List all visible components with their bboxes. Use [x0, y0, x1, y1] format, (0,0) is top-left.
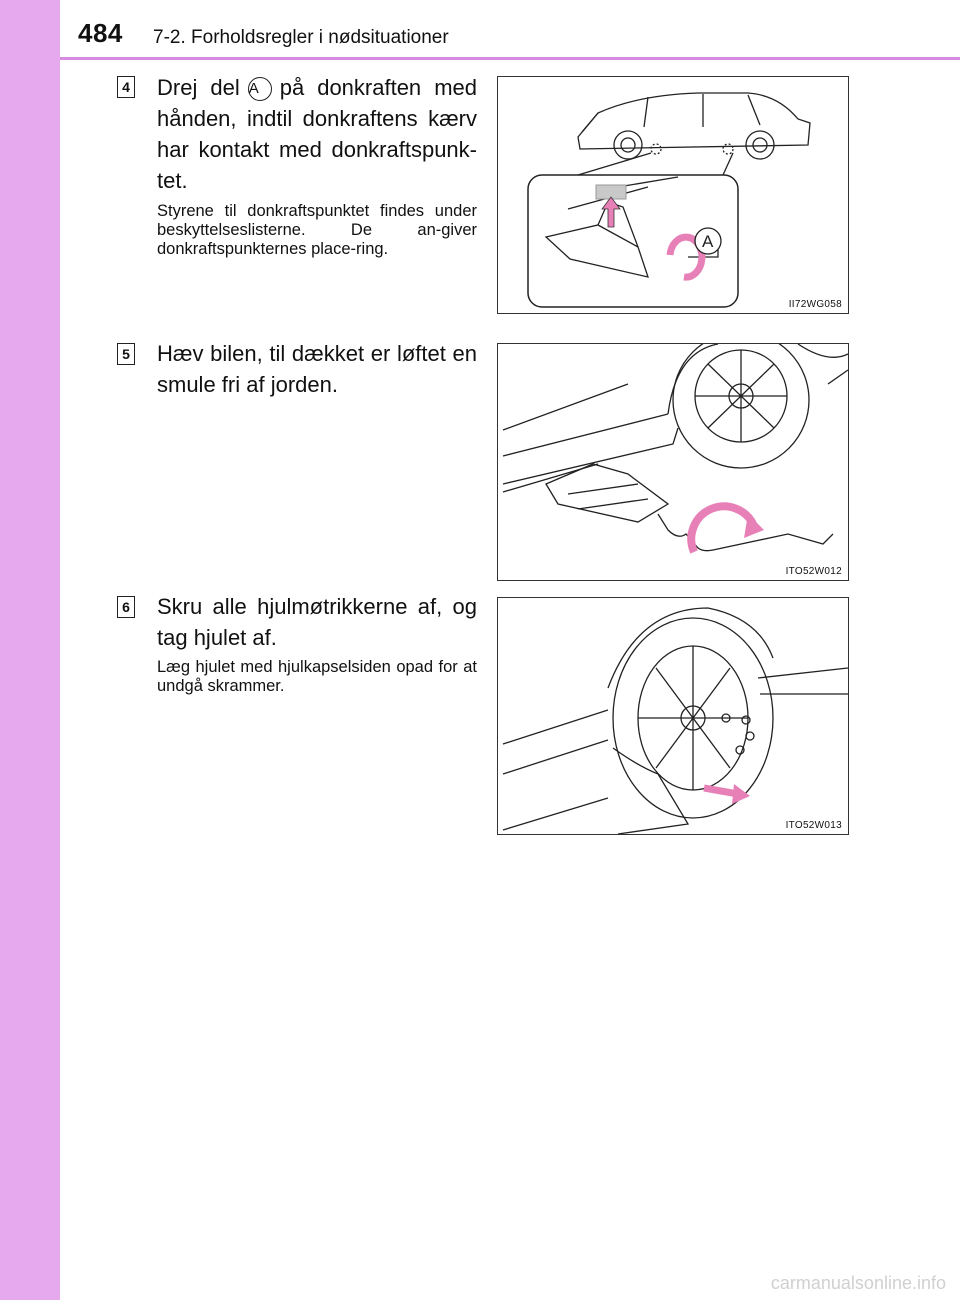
part-a-marker: A	[248, 77, 272, 101]
callout-a-label: A	[702, 232, 714, 251]
step-number: 6	[117, 596, 135, 618]
section-title: 7-2. Forholdsregler i nødsituationer	[153, 27, 449, 48]
watermark-text: carmanualsonline.info	[770, 1273, 946, 1293]
step-instruction	[157, 72, 477, 196]
step-note: Styrene til donkraftspunktet findes under beskyttelseslisterne. De an-giver donkraftspunkternes place-ring.	[157, 202, 477, 258]
header-divider	[60, 57, 960, 60]
step-number: 4	[117, 76, 135, 98]
lifting-car-illustration	[497, 343, 849, 581]
step-instruction: Hæv bilen, til dækket er løftet en smule fri af jorden.	[157, 341, 477, 397]
page-number: 484	[78, 18, 123, 48]
step-note: Læg hjulet med hjulkapselsiden opad for at undgå skrammer.	[157, 658, 477, 695]
jack-point-illustration	[497, 76, 849, 314]
figure-code: II72WG058	[788, 299, 842, 310]
step-text-before: Drej del	[157, 75, 240, 100]
figure-code: ITO52W012	[785, 566, 842, 577]
side-tab-bar	[0, 0, 60, 1300]
figure-code: ITO52W013	[785, 820, 842, 831]
wheel-removal-illustration	[497, 597, 849, 835]
step-instruction: Skru alle hjulmøtrikkerne af, og tag hjulet af.	[157, 594, 477, 650]
step-text-after: på donkraften med hånden, indtil donkraftens kærv har kontakt med donkraftspunk-tet.	[157, 75, 477, 193]
step-number: 5	[117, 343, 135, 365]
